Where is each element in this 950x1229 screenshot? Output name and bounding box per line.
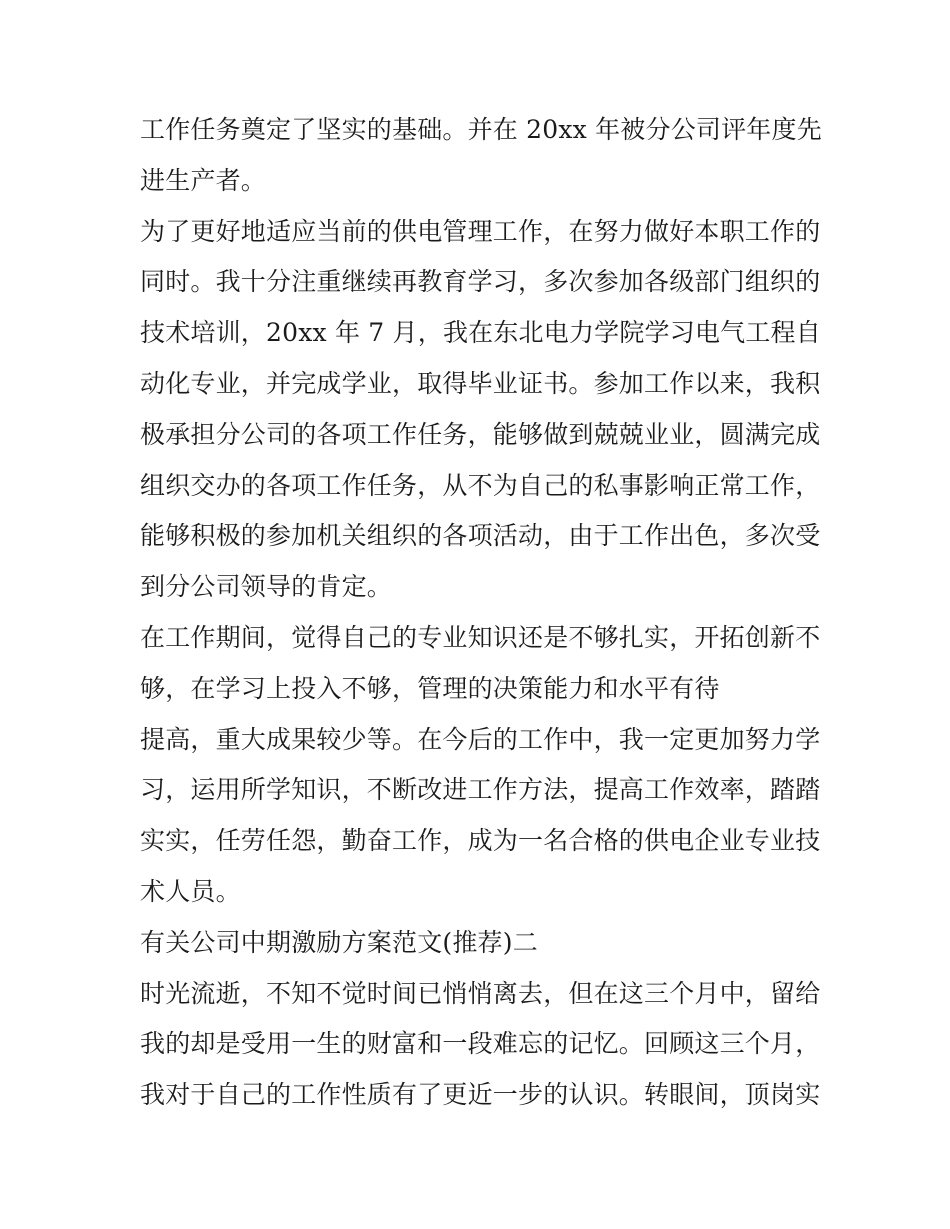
text-line: 极承担分公司的各项工作任务，能够做到兢兢业业，圆满完成	[140, 419, 821, 449]
text-line: 工作任务奠定了坚实的基础。并在 20xx 年被分公司评年度先	[140, 115, 822, 144]
text-line: 术人员。	[140, 876, 241, 906]
text-line: 够，在学习上投入不够，管理的决策能力和水平有待	[140, 673, 720, 703]
text-line: 提高，重大成果较少等。在今后的工作中，我一定更加努力学	[140, 724, 821, 754]
text-line: 组织交办的各项工作任务，从不为自己的私事影响正常工作，	[140, 470, 821, 500]
section-heading: 有关公司中期激励方案范文(推荐)二	[140, 927, 538, 957]
text-line: 技术培训，20xx 年 7 月，我在东北电力学院学习电气工程自	[140, 318, 821, 348]
text-line: 动化专业，并完成学业，取得毕业证书。参加工作以来，我积	[140, 368, 821, 398]
text-line: 同时。我十分注重继续再教育学习，多次参加各级部门组织的	[140, 267, 821, 297]
text-line: 进生产者。	[140, 165, 267, 195]
text-line: 为了更好地适应当前的供电管理工作，在努力做好本职工作的	[140, 216, 821, 246]
text-line: 实实，任劳任怨，勤奋工作，成为一名合格的供电企业专业技	[140, 826, 821, 856]
document-body	[140, 108, 820, 1124]
text-line: 到分公司领导的肯定。	[140, 572, 393, 602]
text-line: 在工作期间，觉得自己的专业知识还是不够扎实，开拓创新不	[140, 622, 821, 652]
text-line: 我的却是受用一生的财富和一段难忘的记忆。回顾这三个月，	[140, 1029, 821, 1059]
text-line: 能够积极的参加机关组织的各项活动，由于工作出色，多次受	[140, 521, 821, 551]
text-line: 我对于自己的工作性质有了更近一步的认识。转眼间，顶岗实	[140, 1080, 821, 1110]
text-line: 时光流逝，不知不觉时间已悄悄离去，但在这三个月中，留给	[140, 978, 821, 1008]
text-line: 习，运用所学知识，不断改进工作方法，提高工作效率，踏踏	[140, 775, 821, 805]
